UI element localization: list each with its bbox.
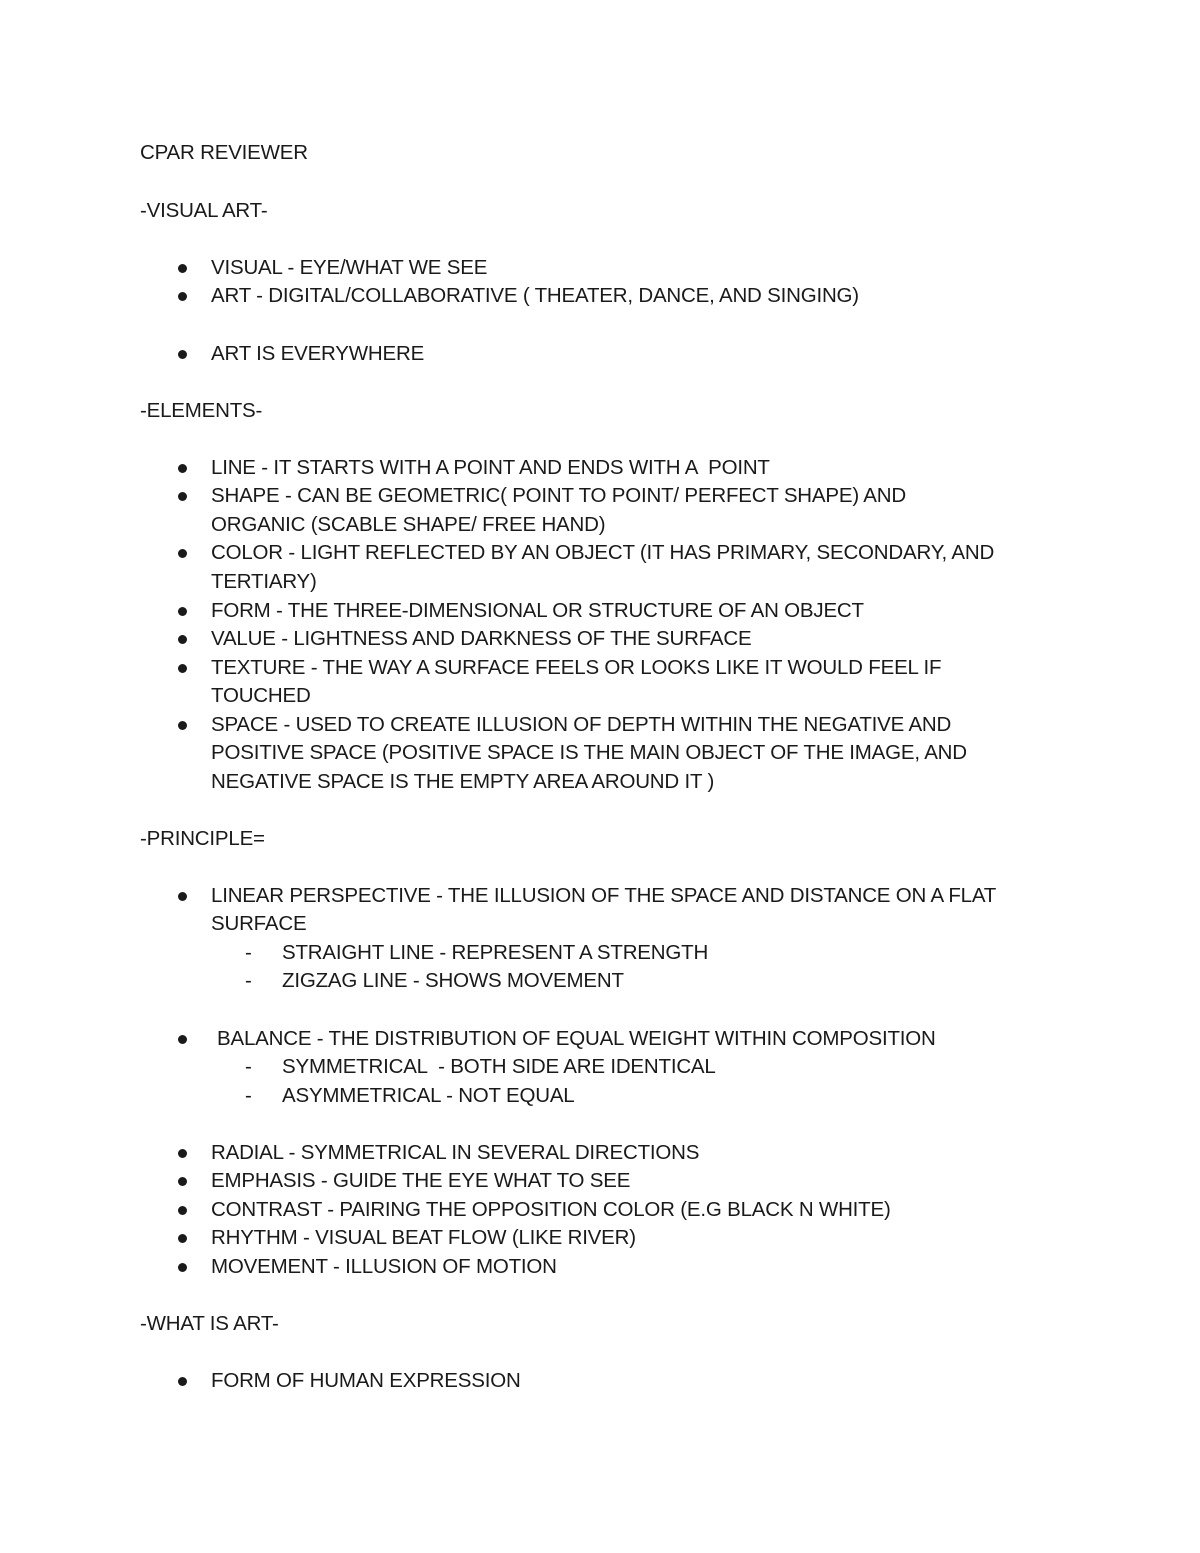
- sub-list-item: SYMMETRICAL - BOTH SIDE ARE IDENTICAL: [282, 1055, 716, 1078]
- bullet-icon: [178, 892, 187, 901]
- bullet-icon: [178, 1035, 187, 1044]
- list-item: ART - DIGITAL/COLLABORATIVE ( THEATER, DANCE, AND SINGING): [211, 284, 859, 307]
- list-item: TEXTURE - THE WAY A SURFACE FEELS OR LOOKS LIKE IT WOULD FEEL IF: [211, 656, 942, 679]
- bullet-icon: [178, 1206, 187, 1215]
- list-item: COLOR - LIGHT REFLECTED BY AN OBJECT (IT HAS PRIMARY, SECONDARY, AND: [211, 541, 995, 564]
- bullet-icon: [178, 264, 187, 273]
- list-item-continuation: NEGATIVE SPACE IS THE EMPTY AREA AROUND IT ): [211, 770, 715, 793]
- list-item-continuation: TOUCHED: [211, 684, 311, 707]
- bullet-icon: [178, 635, 187, 644]
- list-item-continuation: TERTIARY): [211, 570, 317, 593]
- list-item: RADIAL - SYMMETRICAL IN SEVERAL DIRECTIONS: [211, 1141, 700, 1164]
- list-item-continuation: ORGANIC (SCABLE SHAPE/ FREE HAND): [211, 513, 606, 536]
- list-item-continuation: POSITIVE SPACE (POSITIVE SPACE IS THE MAIN OBJECT OF THE IMAGE, AND: [211, 741, 967, 764]
- document-title: CPAR REVIEWER: [140, 141, 308, 164]
- bullet-icon: [178, 1177, 187, 1186]
- bullet-icon: [178, 464, 187, 473]
- bullet-icon: [178, 1234, 187, 1243]
- list-item: RHYTHM - VISUAL BEAT FLOW (LIKE RIVER): [211, 1226, 636, 1249]
- bullet-icon: [178, 607, 187, 616]
- section-heading-visual-art: -VISUAL ART-: [140, 199, 268, 222]
- bullet-icon: [178, 1149, 187, 1158]
- list-item: LINEAR PERSPECTIVE - THE ILLUSION OF THE SPACE AND DISTANCE ON A FLAT: [211, 884, 997, 907]
- list-item: SHAPE - CAN BE GEOMETRIC( POINT TO POINT/ PERFECT SHAPE) AND: [211, 484, 906, 507]
- sub-list-item: ASYMMETRICAL - NOT EQUAL: [282, 1084, 575, 1107]
- list-item: CONTRAST - PAIRING THE OPPOSITION COLOR (E.G BLACK N WHITE): [211, 1198, 891, 1221]
- list-item: FORM - THE THREE-DIMENSIONAL OR STRUCTURE OF AN OBJECT: [211, 599, 864, 622]
- list-item: LINE - IT STARTS WITH A POINT AND ENDS WITH A POINT: [211, 456, 770, 479]
- sub-bullet-dash: -: [245, 941, 252, 964]
- bullet-icon: [178, 1263, 187, 1272]
- sub-list-item: ZIGZAG LINE - SHOWS MOVEMENT: [282, 969, 624, 992]
- sub-list-item: STRAIGHT LINE - REPRESENT A STRENGTH: [282, 941, 709, 964]
- bullet-icon: [178, 721, 187, 730]
- bullet-icon: [178, 549, 187, 558]
- list-item: FORM OF HUMAN EXPRESSION: [211, 1369, 521, 1392]
- sub-bullet-dash: -: [245, 1055, 252, 1078]
- list-item: MOVEMENT - ILLUSION OF MOTION: [211, 1255, 557, 1278]
- bullet-icon: [178, 350, 187, 359]
- sub-bullet-dash: -: [245, 969, 252, 992]
- sub-bullet-dash: -: [245, 1084, 252, 1107]
- list-item: VALUE - LIGHTNESS AND DARKNESS OF THE SURFACE: [211, 627, 752, 650]
- list-item: ART IS EVERYWHERE: [211, 342, 425, 365]
- section-heading-elements: -ELEMENTS-: [140, 399, 263, 422]
- section-heading-principle: -PRINCIPLE=: [140, 827, 265, 850]
- bullet-icon: [178, 664, 187, 673]
- list-item-continuation: SURFACE: [211, 912, 307, 935]
- list-item: BALANCE - THE DISTRIBUTION OF EQUAL WEIGHT WITHIN COMPOSITION: [217, 1027, 936, 1050]
- list-item: EMPHASIS - GUIDE THE EYE WHAT TO SEE: [211, 1169, 631, 1192]
- section-heading-what-is-art: -WHAT IS ART-: [140, 1312, 279, 1335]
- list-item: SPACE - USED TO CREATE ILLUSION OF DEPTH WITHIN THE NEGATIVE AND: [211, 713, 952, 736]
- bullet-icon: [178, 292, 187, 301]
- bullet-icon: [178, 1377, 187, 1386]
- bullet-icon: [178, 492, 187, 501]
- list-item: VISUAL - EYE/WHAT WE SEE: [211, 256, 488, 279]
